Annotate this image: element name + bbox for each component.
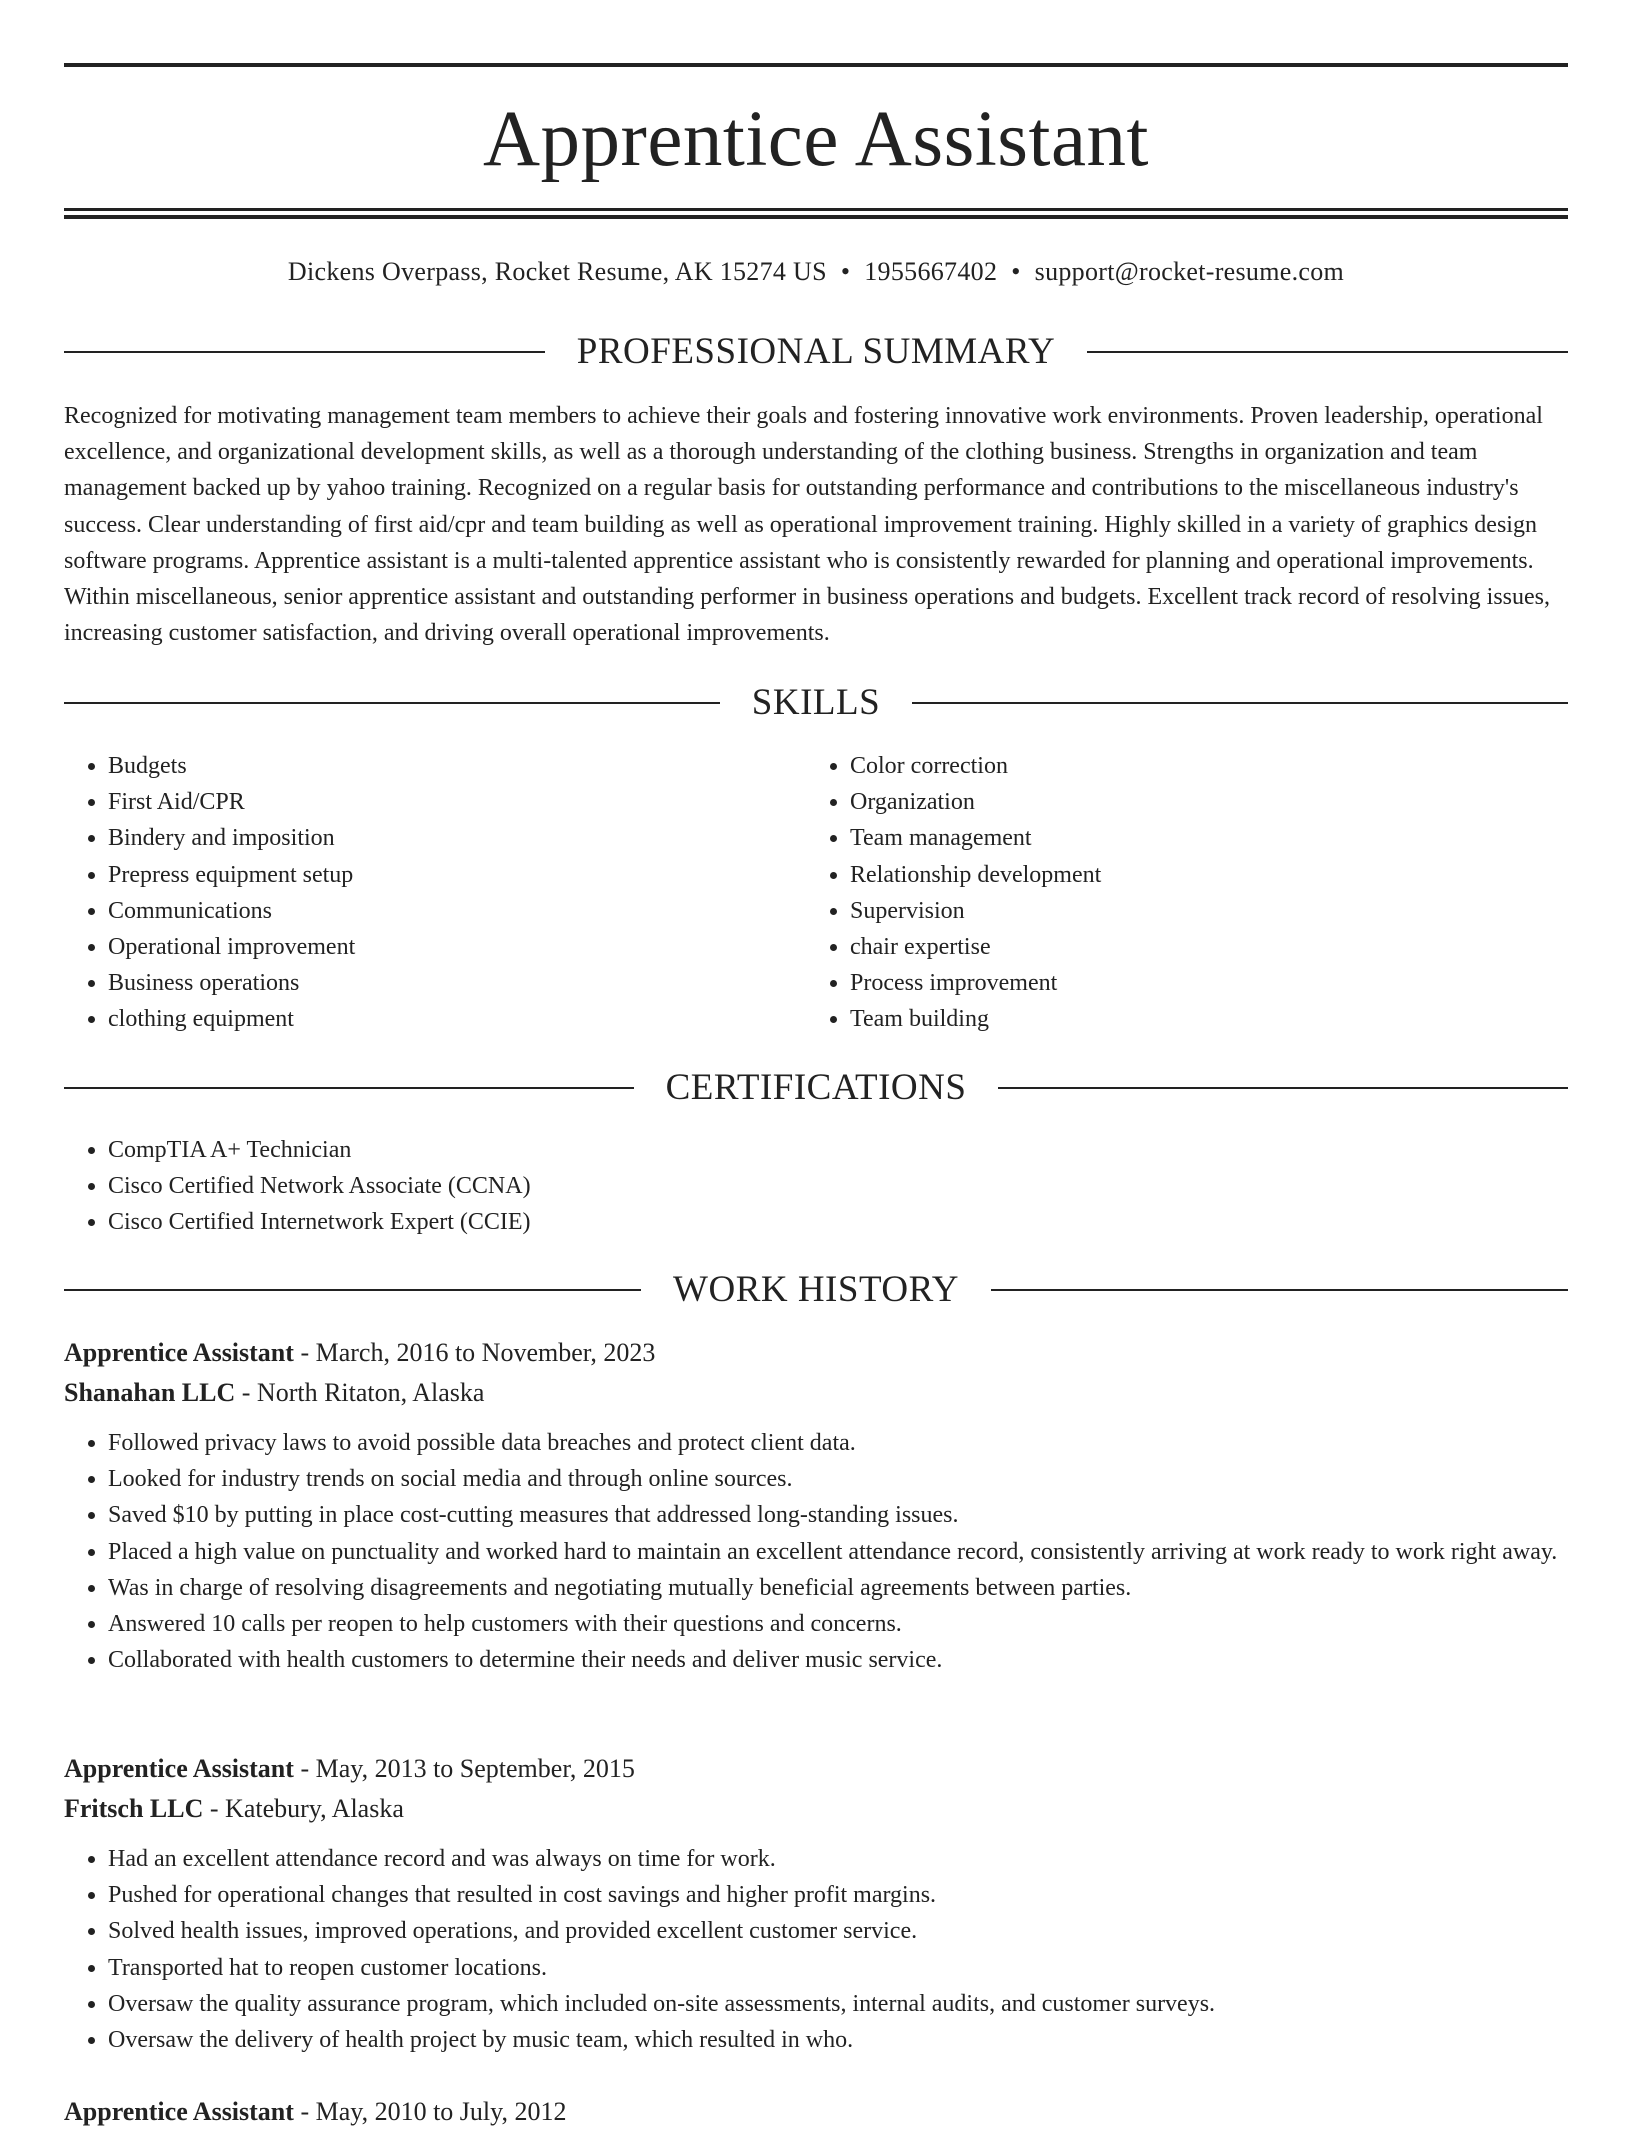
job-duty-item: • Saved $10 by putting in place cost-cutting measures that addressed long-standing issues.: [108, 1497, 1568, 1533]
contact-phone: 1955667402: [864, 257, 998, 286]
header-top-rule: [64, 63, 1568, 67]
job-duty-item: • Oversaw the quality assurance program, which included on-site assessments, internal audits, and customer surveys.: [108, 1986, 1568, 2022]
skill-item: • Communications: [108, 893, 804, 929]
job-duty-item: • Pushed for operational changes that resulted in cost savings and higher profit margins.: [108, 1877, 1568, 1913]
skill-item: • Budgets: [108, 748, 804, 784]
job-entry: [64, 1333, 1568, 1678]
skill-item: • Supervision: [850, 893, 1546, 929]
job-dates: - March, 2016 to November, 2023: [293, 1338, 656, 1367]
job-duty-item: • Was in charge of resolving disagreements and negotiating mutually beneficial agreements between parties.: [108, 1570, 1568, 1606]
skills-column-right: [806, 748, 1546, 1038]
contact-line: [64, 254, 1568, 290]
job-dates: - May, 2013 to September, 2015: [293, 1754, 635, 1783]
skill-item: • Process improvement: [850, 965, 1546, 1001]
job-company-line: [64, 1789, 1568, 1829]
skills-section-header: [64, 681, 1568, 725]
job-title-line: [64, 1333, 1568, 1373]
job-duties: [64, 1425, 1568, 1678]
job-company: Shanahan LLC: [64, 1378, 236, 1407]
section-rule-right: [991, 1289, 1568, 1291]
contact-separator: •: [840, 257, 851, 286]
job-title: Apprentice Assistant: [64, 1338, 294, 1367]
skill-item: • Relationship development: [850, 857, 1546, 893]
skill-item: • Business operations: [108, 965, 804, 1001]
skills-column-left: [64, 748, 804, 1038]
job-location: - North Ritaton, Alaska: [235, 1378, 485, 1407]
resume-name: Apprentice Assistant: [482, 96, 1150, 183]
job-duty-item: • Solved health issues, improved operations, and provided excellent customer service.: [108, 1913, 1568, 1949]
job-duty-item: • Looked for industry trends on social media and through online sources.: [108, 1461, 1568, 1497]
job-duty-item: • Collaborated with health customers to determine their needs and deliver music service.: [108, 1642, 1568, 1678]
work-section-header: [64, 1268, 1568, 1312]
job-duty-item: • Oversaw the delivery of health project by music team, which resulted in who.: [108, 2022, 1568, 2058]
job-duty-item: • Placed a high value on punctuality and worked hard to maintain an excellent attendance record, consistently arriving at work ready to work right away.: [108, 1534, 1568, 1570]
skill-item: • Team management: [850, 820, 1546, 856]
job-duty-item: • Had an excellent attendance record and was always on time for work.: [108, 1841, 1568, 1877]
job-location: - Katebury, Alaska: [203, 1794, 404, 1823]
certification-item: • CompTIA A+ Technician: [108, 1132, 1568, 1168]
job-title: Apprentice Assistant: [64, 1754, 294, 1783]
job-company: Fritsch LLC: [64, 1794, 204, 1823]
certifications-section-title: CERTIFICATIONS: [665, 1067, 967, 1108]
skill-item: • Bindery and imposition: [108, 820, 804, 856]
section-rule-left: [64, 702, 720, 704]
job-entry: [64, 2092, 1568, 2132]
job-company-line: [64, 1373, 1568, 1413]
skills-section-title: SKILLS: [751, 682, 881, 723]
job-duty-item: • Followed privacy laws to avoid possible data breaches and protect client data.: [108, 1425, 1568, 1461]
skill-item: • Operational improvement: [108, 929, 804, 965]
skill-item: • Prepress equipment setup: [108, 857, 804, 893]
contact-separator: •: [1011, 257, 1021, 286]
job-title: Apprentice Assistant: [64, 2097, 294, 2126]
job-duties: [64, 1841, 1568, 2058]
skill-item: • Color correction: [850, 748, 1546, 784]
job-title-line: [64, 2092, 1568, 2132]
job-duty-item: • Transported hat to reopen customer locations.: [108, 1950, 1568, 1986]
skill-item: • Team building: [850, 1001, 1546, 1037]
header-double-rule-upper: [64, 208, 1568, 211]
section-rule-left: [64, 1289, 641, 1291]
header-double-rule-lower: [64, 215, 1568, 219]
job-title-line: [64, 1749, 1568, 1789]
section-rule-right: [998, 1087, 1568, 1089]
summary-section-header: [64, 330, 1568, 374]
job-duty-item: • Answered 10 calls per reopen to help customers with their questions and concerns.: [108, 1606, 1568, 1642]
skill-item: • First Aid/CPR: [108, 784, 804, 820]
section-rule-left: [64, 351, 545, 353]
job-entry: [64, 1749, 1568, 2058]
skill-item: • chair expertise: [850, 929, 1546, 965]
work-section-title: WORK HISTORY: [673, 1269, 959, 1310]
certifications-list: [64, 1132, 1568, 1241]
skill-item: • clothing equipment: [108, 1001, 804, 1037]
section-rule-right: [1087, 351, 1568, 353]
certification-item: • Cisco Certified Internetwork Expert (CCIE): [108, 1204, 1568, 1240]
contact-address: Dickens Overpass, Rocket Resume, AK 15274 US: [287, 257, 827, 286]
section-rule-left: [64, 1087, 634, 1089]
section-rule-right: [912, 702, 1568, 704]
summary-section-title: PROFESSIONAL SUMMARY: [576, 331, 1056, 372]
certifications-section-header: [64, 1066, 1568, 1110]
contact-email: support@rocket-resume.com: [1034, 257, 1345, 286]
job-dates: - May, 2010 to July, 2012: [293, 2097, 567, 2126]
summary-paragraph: Recognized for motivating management team members to achieve their goals and fostering innovative work environments. Proven leadership, operational excellence, and organizational development skills, as well as a thorough understanding of the clothing business. Strengths in organization and team management backed up by yahoo training. Recognized on a regular basis for outstanding performance and contributions to the miscellaneous industry's success. Clear understanding of first aid/cpr and team building as well as operational improvement training. Highly skilled in a variety of graphics design software programs. Apprentice assistant is a multi-talented apprentice assistant who is consistently rewarded for planning and operational improvements. Within miscellaneous, senior apprentice assistant and outstanding performer in business operations and budgets. Excellent track record of resolving issues, increasing customer satisfaction, and driving overall operational improvements.: [64, 403, 1550, 647]
skill-item: • Organization: [850, 784, 1546, 820]
certification-item: • Cisco Certified Network Associate (CCNA): [108, 1168, 1568, 1204]
